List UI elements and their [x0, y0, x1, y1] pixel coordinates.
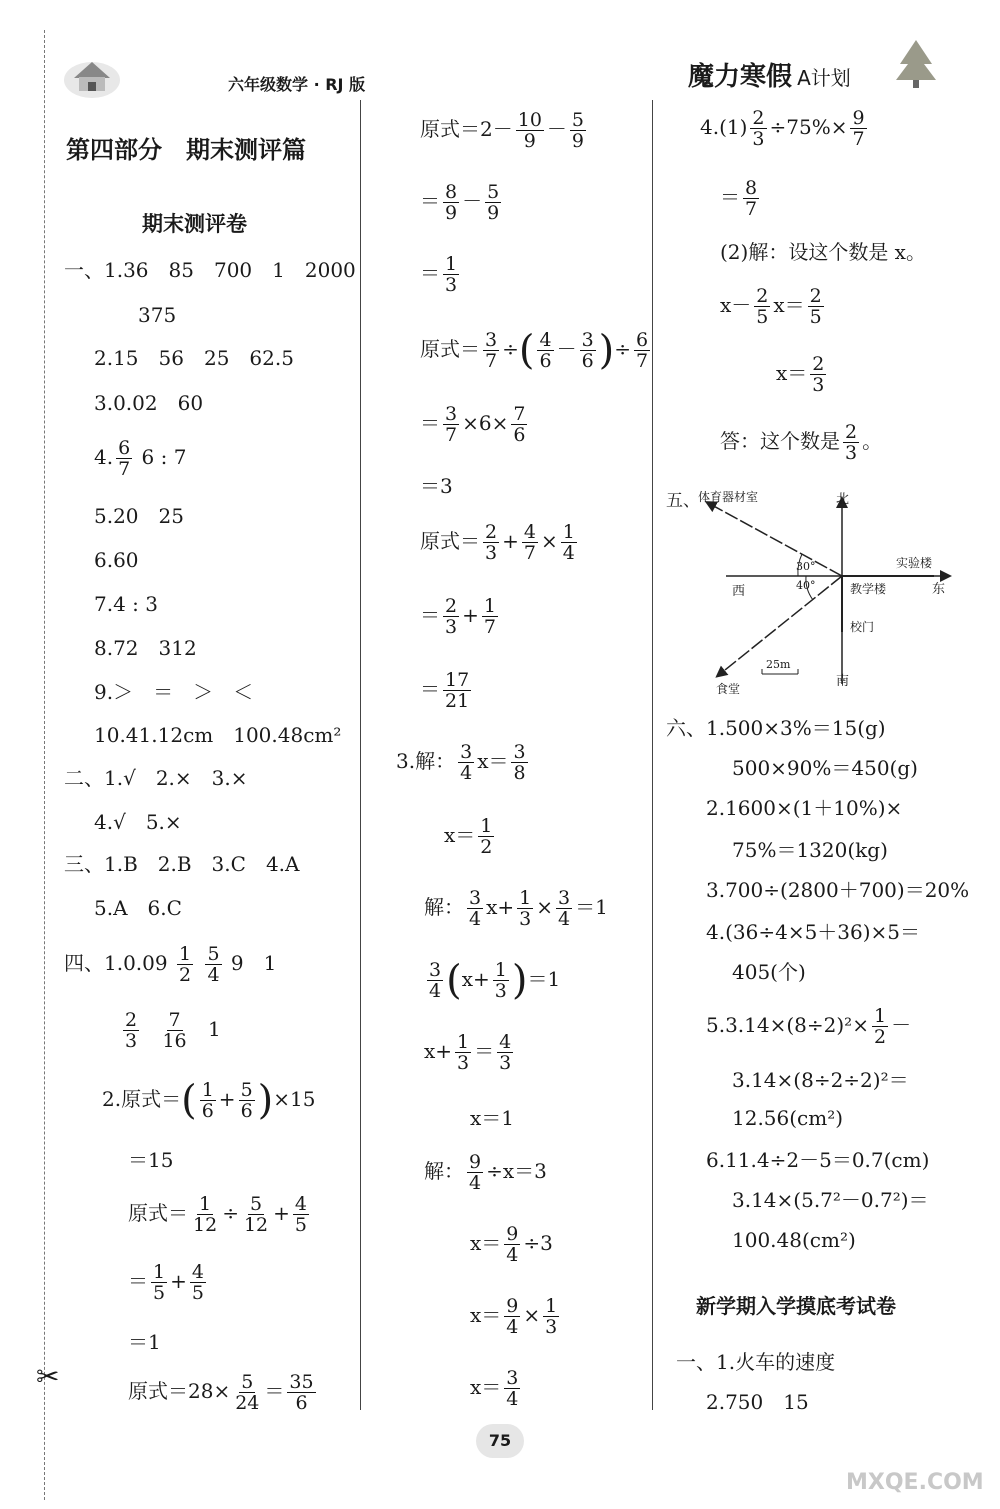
answer-line: 4.(1) $\frac{2}{3}$ ÷75%× $\frac{9}{7}$ [700, 107, 865, 150]
tree-icon [886, 36, 946, 96]
answer-line: 3.14×(8÷2÷2)²＝ [732, 1068, 909, 1092]
answer-line: ＝3 [420, 474, 453, 498]
answer-line: ＝ $\frac{8}{9}$ － $\frac{5}{9}$ [420, 181, 500, 224]
answer-line: ＝ $\frac{3}{7}$ ×6× $\frac{7}{6}$ [420, 403, 526, 446]
answer-line: $\frac{3}{4}$ (x+ $\frac{1}{3}$ )＝1 [429, 957, 561, 1004]
answer-line: ＝15 [128, 1148, 174, 1172]
map-label-lab: 实验楼 [896, 556, 933, 570]
answer-line: 原式＝ $\frac{3}{7}$ ÷( $\frac{4}{6}$ － $\frac{3}{6}$ )÷ $\frac{6}{7}$ [420, 327, 649, 374]
answer-line: 9.＞ ＝ ＞ ＜ [94, 680, 254, 704]
answer-line: ＝ $\frac{1}{5}$ + $\frac{4}{5}$ [128, 1261, 204, 1304]
map-label-north: 北 [836, 492, 850, 507]
map-label-canteen: 食堂 [716, 682, 741, 696]
answer-line: ＝ $\frac{2}{3}$ + $\frac{1}{7}$ [420, 595, 496, 638]
answer-line: 4.√ 5.× [94, 810, 182, 834]
map-label-angle30: 30° [796, 560, 816, 573]
answer-line: 3.14×(5.7²－0.7²)＝ [732, 1188, 929, 1212]
answer-line: 二、1.√ 2.× 3.× [64, 766, 248, 790]
answer-line: 2.原式＝( $\frac{1}{6}$ + $\frac{5}{6}$ )×15 [102, 1077, 316, 1124]
answer-line: 12.56(cm²) [732, 1106, 844, 1130]
header-subtitle: 六年级数学 · RJ 版 [228, 75, 366, 94]
answer-line: 答：这个数是 $\frac{2}{3}$ 。 [720, 421, 883, 464]
answer-line: 原式＝ $\frac{2}{3}$ + $\frac{4}{7}$ × $\frac{1}{4}$ [420, 521, 575, 564]
scissors-icon: ✂ [36, 1360, 60, 1393]
answer-line: 六、1.500×3%＝15(g) [666, 716, 886, 740]
direction-map [664, 484, 964, 696]
answer-line: 100.48(cm²) [732, 1228, 856, 1252]
answer-line: 4.(36÷4×5＋36)×5＝ [706, 920, 921, 944]
map-label-angle40: 40° [796, 579, 816, 592]
answer-line: x＝ $\frac{9}{4}$ × $\frac{1}{3}$ [470, 1295, 558, 1338]
answer-line: 10.41.12cm 100.48cm² [94, 723, 342, 747]
answer-line: 5.20 25 [94, 504, 184, 528]
answer-line: ＝1 [128, 1330, 161, 1354]
answer-line: 3.解： $\frac{3}{4}$ x＝ $\frac{3}{8}$ [396, 741, 526, 784]
column-divider [360, 100, 361, 1410]
answer-line: 解： $\frac{3}{4}$ x+ $\frac{1}{3}$ × $\frac{3}{4}$ ＝1 [424, 887, 608, 930]
answer-line: x＝ $\frac{9}{4}$ ÷3 [470, 1223, 553, 1266]
cut-line [44, 30, 45, 1500]
answer-line: 四、1.0.09 $\frac{1}{2}$ $\frac{5}{4}$ 9 1 [64, 943, 277, 986]
answer-line: 5.A 6.C [94, 896, 182, 920]
answer-line: 2.1600×(1＋10%)× [706, 796, 903, 820]
part-title: 第四部分 期末测评篇 [66, 136, 306, 164]
answer-line: x－ $\frac{2}{5}$ x＝ $\frac{2}{5}$ [720, 285, 822, 328]
answer-line: 6.11.4÷2－5＝0.7(cm) [706, 1148, 930, 1172]
house-logo-icon [62, 44, 122, 104]
answer-line: 一、1.36 85 700 1 2000 [64, 258, 356, 282]
map-label-east: 东 [932, 582, 946, 597]
answer-line: 8.72 312 [94, 636, 197, 660]
new-section-title: 新学期入学摸底考试卷 [696, 1294, 896, 1318]
watermark: MXQE.COM [846, 1470, 984, 1495]
answer-line: 原式＝ $\frac{1}{12}$ ÷ $\frac{5}{12}$ + $\frac{4}{5}$ [128, 1193, 307, 1236]
answer-line: 三、1.B 2.B 3.C 4.A [64, 852, 300, 876]
map-label-west: 西 [732, 584, 746, 599]
answer-line: 3.700÷(2800＋700)＝20% [706, 878, 970, 902]
answer-line: 6.60 [94, 548, 139, 572]
brand-suffix: A计划 [797, 66, 851, 90]
map-label-gate: 校门 [850, 620, 875, 634]
answer-line: x＝ $\frac{1}{2}$ [444, 815, 493, 858]
answer-line: 5.3.14×(8÷2)²× $\frac{1}{2}$ － [706, 1005, 912, 1048]
brand-title [688, 56, 851, 93]
answer-line: 4. $\frac{6}{7}$ 6 : 7 [94, 437, 187, 480]
column-divider [652, 100, 653, 1410]
answer-line: 2.15 56 25 62.5 [94, 346, 294, 370]
answer-line: ＝ $\frac{1}{3}$ [420, 253, 458, 296]
brand-name: 魔力寒假 [688, 62, 793, 92]
answer-line: (2)解：设这个数是 x。 [720, 240, 926, 264]
answer-line: 原式＝28× $\frac{5}{24}$ ＝ $\frac{35}{6}$ [128, 1371, 314, 1414]
answer-line: 405(个) [732, 960, 806, 984]
map-label: 五、 [666, 491, 700, 511]
answer-line: 原式＝2－ $\frac{10}{9}$ － $\frac{5}{9}$ [420, 109, 585, 152]
answer-line: 75%＝1320(kg) [732, 838, 888, 862]
answer-line: x＝1 [470, 1106, 515, 1130]
map-label-teach: 教学楼 [850, 582, 887, 596]
answer-line: 解： $\frac{9}{4}$ ÷x＝3 [424, 1151, 547, 1194]
answer-line: 一、1.火车的速度 [676, 1350, 836, 1374]
map-label-scale: 25m [766, 658, 791, 671]
answer-line: 7.4 : 3 [94, 592, 158, 616]
answer-line: $\frac{2}{3}$ $\frac{7}{16}$ 1 [125, 1009, 221, 1052]
answer-line: x＝ $\frac{2}{3}$ [776, 353, 825, 396]
answer-line: x＝ $\frac{3}{4}$ [470, 1367, 519, 1410]
answer-line: ＝ $\frac{17}{21}$ [420, 669, 470, 712]
answer-line: x+ $\frac{1}{3}$ ＝ $\frac{4}{3}$ [424, 1031, 512, 1074]
answer-line: 500×90%＝450(g) [732, 756, 918, 780]
answer-line: 3.0.02 60 [94, 391, 204, 415]
answer-line: ＝ $\frac{8}{7}$ [720, 177, 758, 220]
answer-line: 2.750 15 [706, 1390, 809, 1414]
map-label-gym: 体育器材室 [698, 490, 759, 504]
page-number: 75 [476, 1424, 524, 1458]
answer-line: 375 [138, 303, 177, 327]
map-label-south: 南 [836, 674, 850, 689]
section-title: 期末测评卷 [142, 212, 247, 236]
